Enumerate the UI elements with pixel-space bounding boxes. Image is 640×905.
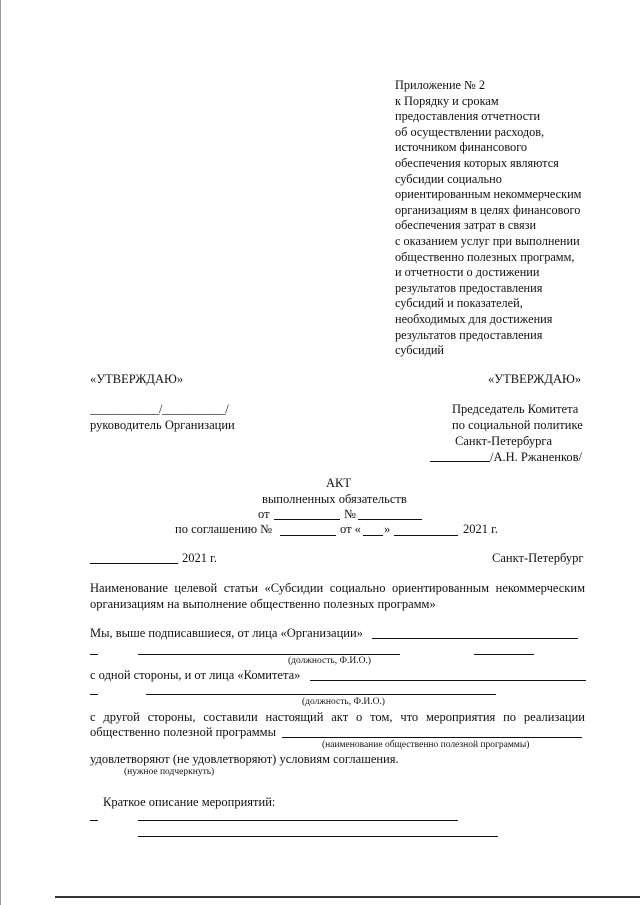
approve-left-title: «УТВЕРЖДАЮ» [90,372,184,386]
approve-left-sign-line: ____________/___________/ [90,402,229,416]
appendix-line: с оказанием услуг при выполнении [395,233,580,248]
article-line-1: Наименование целевой статьи «Субсидии социально ориентированным некоммерческим [90,581,585,595]
satisfy-line: удовлетворяют (не удовлетворяют) условиям соглашения. [90,752,399,766]
approve-right-role-2: по социальной политике [452,418,583,432]
position-caption-1: (должность, Ф.И.О.) [288,656,371,666]
agreement-day-field[interactable] [363,535,383,536]
one-side-line: с одной стороны, и от лица «Комитета» [90,668,301,682]
com-position-field[interactable] [146,694,496,695]
approve-right-sign-underline [430,461,490,462]
program-caption: (наименование общественно полезной программы) [322,740,530,750]
article-line-2: организациям на выполнение общественно полезных программ» [90,597,436,611]
org-position-dash [90,654,98,655]
appendix-line: результатов предоставления [395,280,543,295]
approve-right-sign-name: /А.Н. Ржаненков/ [490,450,583,464]
act-title: АКТ [326,476,351,490]
act-number-field[interactable] [358,519,422,520]
act-number-label: № [344,507,356,521]
desc-field-2[interactable] [138,836,498,837]
appendix-line: результатов предоставления [395,327,543,342]
appendix-line: к Порядку и срокам [395,93,499,108]
appendix-line: обеспечения затрат в связи [395,218,537,233]
approve-right-role-1: Председатель Комитета [452,402,579,416]
appendix-line: ориентированным некоммерческим [395,187,582,202]
other-side-line-1: с другой стороны, составили настоящий акт о том, что мероприятия по реализации [90,710,585,724]
appendix-line: об осуществлении расходов, [395,124,545,139]
agreement-from: от « [340,522,361,536]
program-field[interactable] [282,737,582,738]
appendix-line: субсидий [395,343,444,358]
agreement-number-field[interactable] [280,535,336,536]
committee-field[interactable] [310,680,586,681]
other-side-line-2: общественно полезной программы [90,725,276,739]
place-date-year: 2021 г. [182,551,217,565]
org-position-field-2[interactable] [474,654,534,655]
position-caption-2: (должность, Ф.И.О.) [302,697,385,707]
appendix-line: необходимых для достижения [395,311,553,326]
agreement-label: по соглашению № [175,522,273,536]
place-date-field[interactable] [90,563,178,564]
act-subtitle: выполненных обязательств [262,492,407,506]
appendix-header [395,78,605,359]
we-line: Мы, выше подписавшиеся, от лица «Организации» [90,626,363,640]
appendix-line: источником финансового [395,140,528,155]
appendix-line: субсидий и показателей, [395,296,523,311]
act-from-label: от [258,507,270,521]
approve-left-role: руководитель Организации [90,418,235,432]
approve-right-title: «УТВЕРЖДАЮ» [488,372,582,386]
scan-bottom-edge [55,896,640,898]
org-position-field[interactable] [138,654,400,655]
appendix-line: предоставления отчетности [395,109,541,124]
approve-right-role-3: Санкт-Петербурга [455,434,553,448]
underline-note: (нужное подчеркнуть) [124,767,215,777]
brief-desc-label: Краткое описание мероприятий: [103,795,276,809]
organization-field[interactable] [372,638,578,639]
appendix-line: общественно полезных программ, [395,249,575,264]
scan-left-edge [0,0,1,905]
agreement-month-field[interactable] [394,535,458,536]
place-date-city: Санкт-Петербург [492,551,584,565]
appendix-line: обеспечения которых являются [395,155,559,170]
act-date-field[interactable] [274,519,340,520]
com-position-dash [90,694,98,695]
agreement-year: 2021 г. [463,522,498,536]
desc-field-1[interactable] [138,820,458,821]
appendix-line: Приложение № 2 [395,78,486,92]
appendix-line: субсидии социально [395,171,502,186]
agreement-quote-close: » [384,522,391,536]
desc-dash [90,820,98,821]
appendix-line: и отчетности о достижении [395,265,540,280]
appendix-line: организациям в целях финансового [395,202,581,217]
